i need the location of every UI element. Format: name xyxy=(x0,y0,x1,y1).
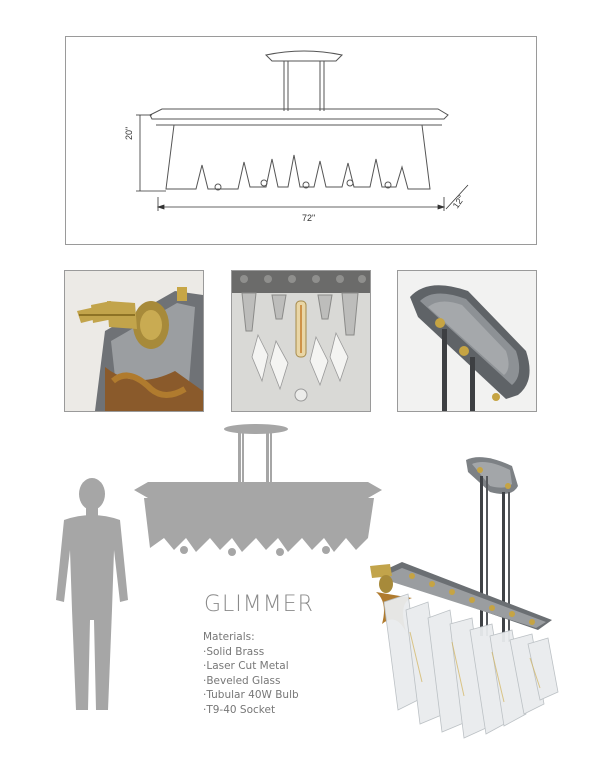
canopy-illustration xyxy=(398,271,536,411)
fixture-silhouette-illustration xyxy=(128,420,390,560)
detail-photo-brass-finial xyxy=(64,270,204,412)
materials-heading: Materials: xyxy=(203,631,255,643)
material-item: ·Tubular 40W Bulb xyxy=(203,689,299,701)
height-dimension-label: 20" xyxy=(124,126,134,140)
material-item: ·Solid Brass xyxy=(203,645,265,658)
crystals-bulb-illustration xyxy=(232,271,370,411)
dimension-drawing xyxy=(66,37,536,244)
brass-finial-illustration xyxy=(65,271,203,411)
detail-photo-canopy xyxy=(397,270,537,412)
dimension-drawing-panel xyxy=(65,36,537,245)
material-item: ·Laser Cut Metal xyxy=(203,660,289,672)
material-item: ·T9-40 Socket xyxy=(203,703,276,716)
width-dimension-label: 72" xyxy=(302,213,316,223)
product-name: GLIMMER xyxy=(204,592,314,617)
materials-list xyxy=(203,630,299,717)
chandelier-render-illustration xyxy=(362,452,572,758)
detail-photo-crystals-bulb xyxy=(231,270,371,412)
depth-dimension-label: 12" xyxy=(450,193,467,211)
material-item: ·Beveled Glass xyxy=(203,674,281,687)
